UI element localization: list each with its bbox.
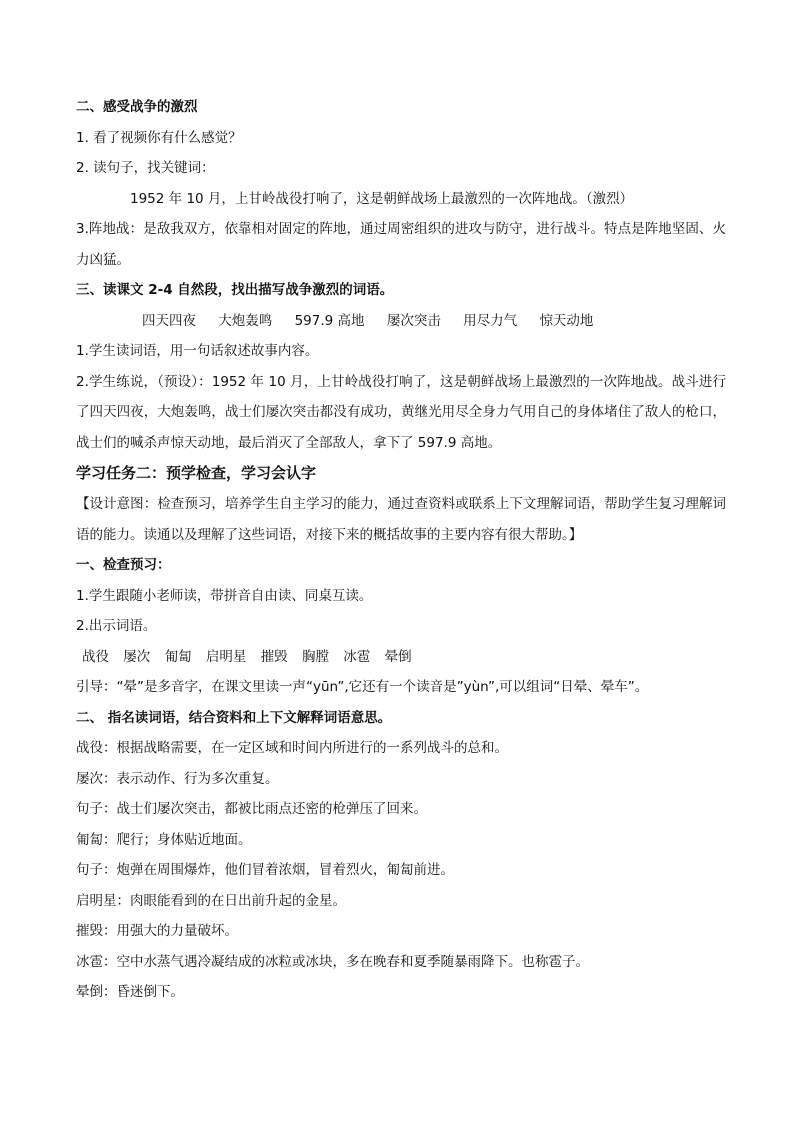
vocab-word: 摧毁 (260, 648, 288, 665)
vocab-word: 战役 (82, 648, 109, 665)
question-1: 1. 看了视频你有什么感觉？ (76, 129, 242, 146)
document-page (76, 92, 726, 1008)
definition-line: 摧毁：用强大的力量破坏。 (76, 923, 238, 939)
vocab-word: 晕倒 (384, 648, 412, 665)
subheading-explain-words: 二、 指名读词语，结合资料和上下文解释词语意思。 (76, 709, 392, 726)
student-read-item: 1.学生读词语，用一句话叙述故事内容。 (76, 343, 319, 359)
vocab-word: 屡次 (123, 648, 151, 665)
example-sentence-line: 句子：炮弹在周围爆炸，他们冒着浓烟，冒着烈火，匍匐前进。 (76, 862, 454, 878)
vocab-row (76, 642, 726, 673)
vocab-word: 冰雹 (343, 648, 371, 665)
war-word: 四天四夜 (142, 312, 196, 329)
definition-line: 晕倒：昏迷倒下。 (76, 984, 184, 1000)
example-sentence-line: 句子：战士们屡次突击，都被比雨点还密的枪弹压了回来。 (76, 801, 427, 817)
war-word: 597.9 高地 (294, 312, 365, 329)
section-heading-read-text: 三、读课文 2-4 自然段，找出描写战争激烈的词语。 (76, 282, 394, 298)
question-2: 2. 读句子，找关键词： (76, 160, 215, 176)
positional-warfare-definition: 3.阵地战：是敌我双方，依靠相对固定的阵地，通过周密组织的进攻与防守，进行战斗。特点是阵地坚固、火力凶猛。 (76, 221, 726, 268)
section-heading-feel-war: 二、感受战争的激烈 (76, 99, 198, 115)
preview-item-1: 1.学生跟随小老师读，带拼音自由读、同桌互读。 (76, 587, 373, 604)
student-practice-item: 2.学生练说，（预设）：1952 年 10 月，上甘岭战役打响了，这是朝鲜战场上最激烈的一次阵地战。战斗进行了四天四夜，大炮轰鸣，战士们屡次突击都没有成功，黄继光用尽全身力气用自己的身体堵住了敌人的枪口，战士们的喊杀声惊天动地，最后消灭了全部敌人，拿下了 597.9 高地。 (76, 373, 726, 451)
war-word: 惊天动地 (539, 312, 594, 329)
definition-line: 冰雹：空中水蒸气遇冷凝结成的冰粒或冰块，多在晚春和夏季随暴雨降下。也称雹子。 (76, 953, 589, 970)
definition-line: 屡次：表示动作、行为多次重复。 (76, 770, 279, 787)
key-sentence: 1952 年 10 月，上甘岭战役打响了，这是朝鲜战场上最激烈的一次阵地战。（激烈） (130, 190, 634, 207)
definition-line: 战役：根据战略需要，在一定区域和时间内所进行的一系列战斗的总和。 (76, 740, 508, 756)
vocab-word: 匍匐 (164, 648, 192, 665)
definition-line: 匍匐：爬行；身体贴近地面。 (76, 831, 252, 848)
vocab-word: 胸膛 (301, 648, 329, 665)
definition-line: 启明星：肉眼能看到的在日出前升起的金星。 (76, 892, 346, 909)
subheading-check-preview: 一、检查预习： (76, 557, 171, 573)
war-word: 大炮轰鸣 (218, 312, 273, 329)
war-word: 屡次突击 (386, 312, 441, 329)
preview-item-2: 2.出示词语。 (76, 618, 157, 634)
vocab-word: 启明星 (205, 648, 247, 665)
war-words-row (76, 306, 726, 337)
war-word: 用尽力气 (463, 312, 518, 329)
design-intent: 【设计意图：检查预习，培养学生自主学习的能力，通过查资料或联系上下文理解词语，帮助学生复习理解词语的能力。读通以及理解了这些词语，对接下来的概括故事的主要内容有很大帮助。】 (76, 496, 726, 543)
polyphone-guide: 引导：“晕”是多音字，在课文里读一声“yūn”,它还有一个读音是”yùn”,可以组词“日晕、晕车”。 (76, 679, 649, 695)
task-2-heading: 学习任务二：预学检查，学习会认字 (76, 464, 317, 482)
